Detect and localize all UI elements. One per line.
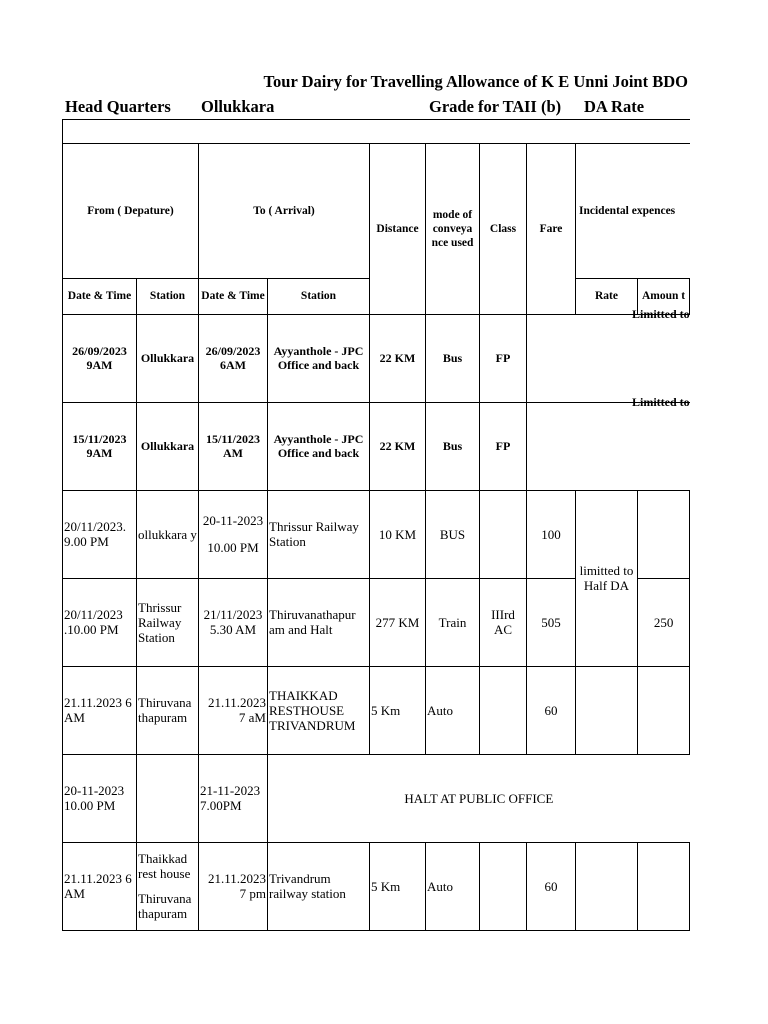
rate-header: Rate (576, 278, 638, 314)
fare-cell: 100 (527, 490, 576, 578)
amount-cell (638, 842, 690, 930)
mode-cell: Auto (426, 666, 480, 754)
class-cell (480, 666, 527, 754)
blank-row (63, 119, 690, 143)
mode-header: mode of conveya nce used (426, 143, 480, 314)
halt-cell: HALT AT PUBLIC OFFICE (268, 754, 690, 842)
from-station-line: Thiruvana thapuram (138, 891, 192, 921)
table-row (63, 402, 690, 490)
hq-label: Head Quarters (65, 97, 171, 116)
rate-cell: limitted to Half DA (576, 490, 638, 666)
class-cell: FP (480, 402, 527, 490)
amount-cell (638, 666, 690, 754)
from-station-line: Thaikkad rest house (138, 851, 191, 881)
distance-cell: 22 KM (370, 314, 426, 402)
tour-diary-table (62, 94, 690, 931)
to-date-cell: 26/09/2023 6AM (199, 314, 268, 402)
amount-cell (638, 490, 690, 578)
from-station-cell: Ollukkara (137, 402, 199, 490)
from-date-cell: 21.11.2023 6 AM (63, 666, 137, 754)
amount-cell: 250 (638, 578, 690, 666)
from-station-cell: Ollukkara (137, 314, 199, 402)
fare-cell: 60 (527, 842, 576, 930)
to-time-line: 10.00 PM (207, 540, 259, 555)
to-date-cell: 15/11/2023 AM (199, 402, 268, 490)
rate-cell (576, 842, 638, 930)
to-date-line: 20-11-2023 (202, 513, 264, 528)
from-station-cell (137, 842, 199, 930)
mode-cell: Auto (426, 842, 480, 930)
note-cell (527, 306, 690, 402)
mode-cell: Train (426, 578, 480, 666)
to-station-cell: Trivandrum railway station (268, 842, 370, 930)
fare-cell: 60 (527, 666, 576, 754)
from-date-cell: 20/11/2023 .10.00 PM (63, 578, 137, 666)
distance-cell: 5 Km (370, 666, 426, 754)
to-station-cell: Ayyanthole - JPC Office and back (268, 402, 370, 490)
to-station-header: Station (268, 278, 370, 314)
to-date-cell: 21-11-2023 7.00PM (199, 754, 268, 842)
from-date-header: Date & Time (63, 278, 137, 314)
to-date-cell: 21/11/2023 5.30 AM (199, 578, 268, 666)
table-row (63, 490, 690, 578)
mode-cell: Bus (426, 402, 480, 490)
hq-value: Ollukkara (201, 97, 275, 116)
from-date-cell: 15/11/2023 9AM (63, 402, 137, 490)
table-row (63, 842, 690, 930)
class-cell (480, 490, 527, 578)
mode-cell: Bus (426, 314, 480, 402)
distance-cell: 5 Km (370, 842, 426, 930)
to-date-cell: 21.11.2023 7 pm (199, 842, 268, 930)
distance-cell: 277 KM (370, 578, 426, 666)
rate-cell (576, 666, 638, 754)
limit-note: Limitted to (632, 394, 690, 409)
incidental-header: Incidental expences (576, 143, 690, 278)
distance-cell: 22 KM (370, 402, 426, 490)
to-station-cell: THAIKKAD RESTHOUSE TRIVANDRUM (268, 666, 370, 754)
from-station-cell (137, 754, 199, 842)
from-date-cell: 20/11/2023. 9.00 PM (63, 490, 137, 578)
column-header-row (63, 143, 690, 278)
from-date-cell: 20-11-2023 10.00 PM (63, 754, 137, 842)
from-station-cell: Thrissur Railway Station (137, 578, 199, 666)
from-station-header: Station (137, 278, 199, 314)
to-station-cell: Thrissur Railway Station (268, 490, 370, 578)
to-station-cell: Thiruvanathapur am and Halt (268, 578, 370, 666)
table-row (63, 754, 690, 842)
limit-note: Limitted to (632, 306, 690, 321)
class-cell: IIIrd AC (480, 578, 527, 666)
class-cell (480, 842, 527, 930)
from-date-cell: 26/09/2023 9AM (63, 314, 137, 402)
from-header: From ( Depature) (63, 143, 199, 278)
mode-cell: BUS (426, 490, 480, 578)
class-cell: FP (480, 314, 527, 402)
to-station-cell: Ayyanthole - JPC Office and back (268, 314, 370, 402)
from-station-cell: Thiruvana thapuram (137, 666, 199, 754)
from-date-cell: 21.11.2023 6 AM (63, 842, 137, 930)
to-date-cell: 21.11.2023 7 aM (199, 666, 268, 754)
fare-header: Fare (527, 143, 576, 314)
da-rate-label: DA Rate (584, 97, 645, 116)
class-header: Class (480, 143, 527, 314)
table-row (63, 666, 690, 754)
fare-cell: 505 (527, 578, 576, 666)
grade-value: II (b) (524, 97, 562, 116)
amount-header: Amoun t (638, 278, 690, 314)
distance-cell: 10 KM (370, 490, 426, 578)
from-station-cell: ollukkara y (137, 490, 199, 578)
page-title: Tour Dairy for Travelling Allowance of K E Unni Joint BDO (263, 72, 688, 91)
grade-label: Grade for TA (429, 97, 525, 116)
to-date-header: Date & Time (199, 278, 268, 314)
to-date-cell (199, 490, 268, 578)
note-cell (527, 394, 690, 490)
distance-header: Distance (370, 143, 426, 314)
to-header: To ( Arrival) (199, 143, 370, 278)
table-row (63, 314, 690, 402)
